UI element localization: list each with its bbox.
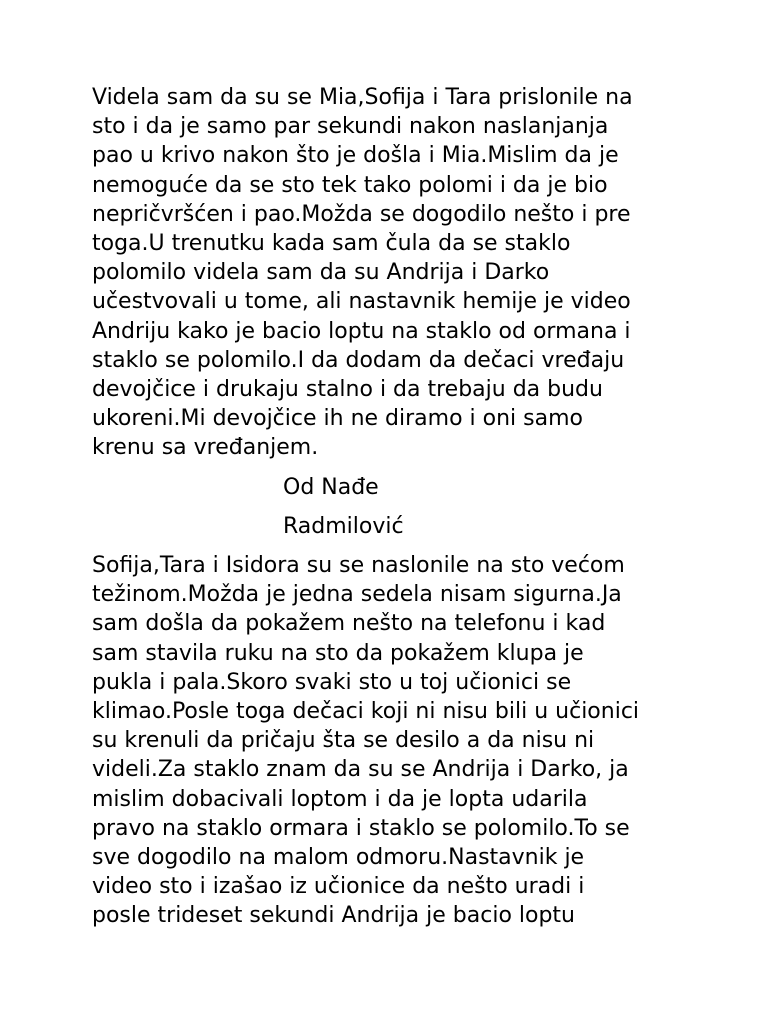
text-line: videli.Za staklo znam da su se Andrija i Darko, ja xyxy=(92,757,629,783)
text-line: devojčice i drukaju stalno i da trebaju da budu xyxy=(92,377,603,403)
text-line: Andriju kako je bacio loptu na staklo od ormana i xyxy=(92,318,631,344)
signature-block xyxy=(92,473,712,541)
text-line: toga.U trenutku kada sam čula da se staklo xyxy=(92,231,571,257)
signature-line-from: Od Nađe xyxy=(283,474,379,500)
text-line: video sto i izašao iz učionice da nešto uradi i xyxy=(92,874,585,900)
text-line: posle trideset sekundi Andrija je bacio loptu xyxy=(92,903,576,929)
statement-paragraph-1 xyxy=(92,83,712,463)
text-line: Sofija,Tara i Isidora su se naslonile na sto većom xyxy=(92,553,625,579)
text-line: pao u krivo nakon što je došla i Mia.Mislim da je xyxy=(92,143,619,169)
text-line: težinom.Možda je jedna sedela nisam sigurna.Ja xyxy=(92,582,622,608)
text-line: sto i da je samo par sekundi nakon naslanjanja xyxy=(92,114,609,140)
text-line: mislim dobacivali loptom i da je lopta udarila xyxy=(92,786,588,812)
text-line: učestvovali u tome, ali nastavnik hemije je video xyxy=(92,289,631,315)
text-line: Videla sam da su se Mia,Sofija i Tara prislonile na xyxy=(92,85,633,110)
statement-paragraph-2 xyxy=(92,551,712,931)
text-line: polomilo videla sam da su Andrija i Darko xyxy=(92,260,550,286)
text-line: nemoguće da se sto tek tako polomi i da je bio xyxy=(92,172,608,198)
text-line: su krenuli da pričaju šta se desilo a da nisu ni xyxy=(92,728,595,754)
text-line: pukla i pala.Skoro svaki sto u toj učionici se xyxy=(92,669,572,695)
text-line: krenu sa vređanjem. xyxy=(92,435,319,461)
text-line: ukoreni.Mi devojčice ih ne diramo i oni samo xyxy=(92,406,583,432)
signature-line-surname: Radmilović xyxy=(283,513,404,539)
text-line: nepričvršćen i pao.Možda se dogodilo nešto i pre xyxy=(92,201,631,227)
document-body xyxy=(92,83,712,931)
text-line: sam došla da pokažem nešto na telefonu i kad xyxy=(92,611,606,637)
text-line: sam stavila ruku na sto da pokažem klupa je xyxy=(92,640,584,666)
text-line: sve dogodilo na malom odmoru.Nastavnik je xyxy=(92,845,585,871)
text-line: pravo na staklo ormara i staklo se polomilo.To se xyxy=(92,815,630,841)
text-line: staklo se polomilo.I da dodam da dečaci vređaju xyxy=(92,347,625,373)
text-line: klimao.Posle toga dečaci koji ni nisu bili u učionici xyxy=(92,699,640,725)
